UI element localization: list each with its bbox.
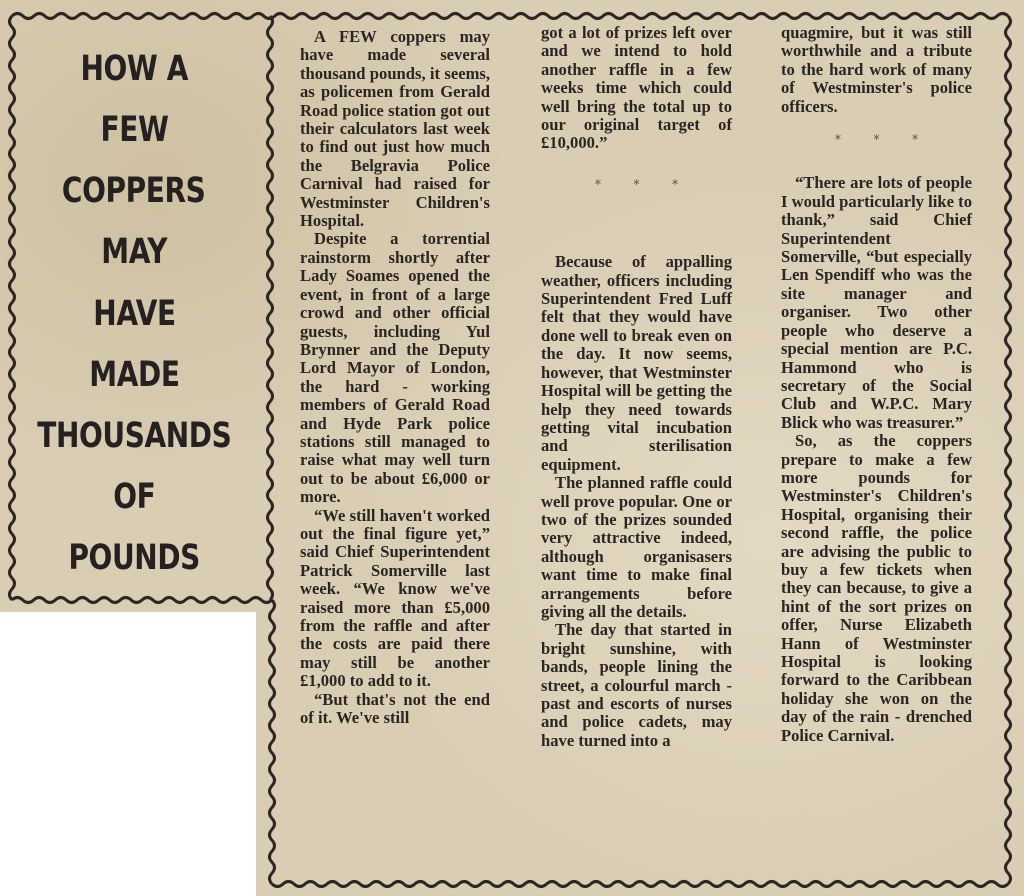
headline-word: THOUSANDS: [36, 415, 232, 456]
headline-word: FEW: [100, 110, 168, 151]
column-1: [300, 28, 490, 727]
section-separator: * * *: [834, 133, 933, 149]
paragraph: So, as the coppers prepare to make a few more pounds for Westminster's Children's Hospital, organising their second raffle, the police are advising the public to buy a few tickets when they can because, to give a hint of the sort prizes on offer, Nurse Elizabeth Hann of Westminster Hospital is looking forward to the Caribbean holiday she won on the day of the rain - drenched Police Carnival.: [781, 431, 972, 745]
paragraph: “There are lots of people I would particularly like to thank,” said Chief Superintendent Somerville, “but especially Len Spendiff who was the site manager and organiser. Two other people who deserve a special mention are P.C. Hammond who is secretary of the Social Club and W.P.C. Mary Blick who was treasurer.”: [781, 173, 972, 432]
paragraph: “We still haven't worked out the final figure yet,” said Chief Superintendent Patrick Somerville last week. “We know we've raised more than £5,000 from the raffle and after the costs are paid there may still be another £1,000 to add to it.: [300, 505, 490, 691]
paragraph: Because of appalling weather, officers including Superintendent Fred Luff felt that they would have done well to break even on the day. It now seems, however, that Westminster Hospital will be getting the help they need towards getting vital incubation and sterilisation equipment.: [541, 252, 732, 474]
headline-word: HOW A: [80, 49, 188, 89]
headline-word: POUNDS: [68, 538, 200, 578]
paragraph: “But that's not the end of it. We've still: [300, 689, 490, 728]
headline-word: OF: [112, 476, 156, 517]
headline: [20, 30, 248, 595]
headline-word: COPPERS: [62, 171, 206, 212]
paragraph: Despite a torrential rainstorm shortly after Lady Soames opened the event, in front of a large crowd and other official guests, including Yul Brynner and the Deputy Lord Mayor of London, the hard - working members of Gerald Road and Hyde Park police stations still managed to raise what may well turn out to be about £6,000 or more.: [300, 229, 490, 507]
headline-word: MAY: [101, 232, 167, 273]
paragraph: The planned raffle could well prove popular. One or two of the prizes sounded very attractive indeed, although organisasers want time to make final arrangements before giving all the details.: [541, 473, 732, 621]
headline-word: HAVE: [92, 293, 176, 334]
paragraph: quagmire, but it was still worthwhile and a tribute to the hard work of many of Westminster's police officers.: [781, 23, 972, 116]
column-2: [541, 24, 732, 750]
headline-word: MADE: [88, 354, 180, 395]
paragraph: A FEW coppers may have made several thousand pounds, it seems, as policemen from Gerald Road police station got out their calculators last week to find out just how much the Belgravia Police Carnival had raised for Westminster Children's Hospital.: [300, 27, 490, 231]
column-3: [781, 24, 972, 745]
paragraph: got a lot of prizes left over and we intend to hold another raffle in a few weeks time which could well bring the total up to our original target of £10,000.”: [541, 23, 732, 153]
paragraph: The day that started in bright sunshine, with bands, people lining the street, a colourful march - past and escorts of nurses and police cadets, may have turned into a: [541, 620, 732, 750]
section-separator: * * *: [594, 177, 693, 193]
